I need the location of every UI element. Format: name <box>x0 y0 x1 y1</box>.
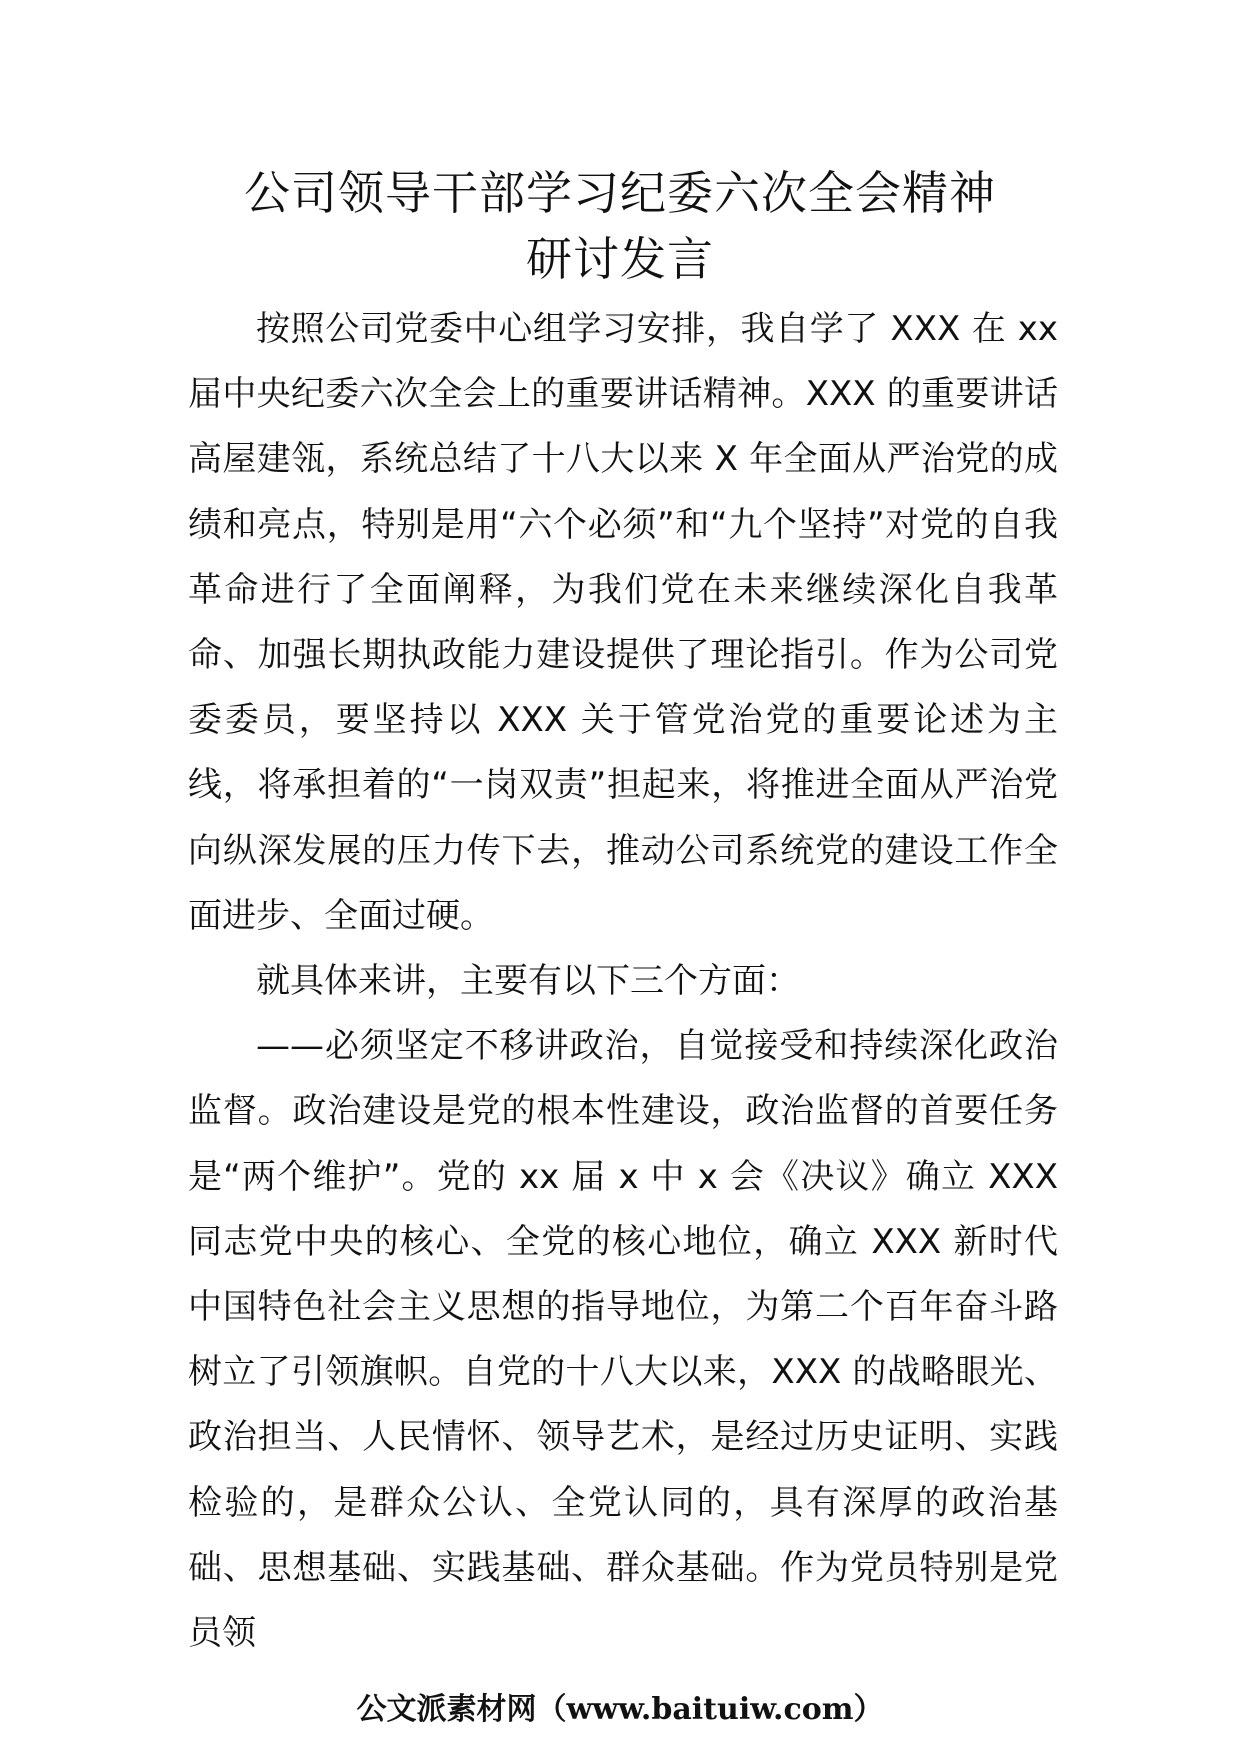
body-paragraph-intro: 按照公司党委中心组学习安排，我自学了 XXX 在 xx 届中央纪委六次全会上的重要讲话精神。XXX 的重要讲话高屋建瓴，系统总结了十八大以来 X 年全面从严治党的成绩和亮点，特别是用“六个必须”和“九个坚持”对党的自我革命进行了全面阐释，为我们党在未来继续深化自我革命、加强长期执政能力建设提供了理论指引。作为公司党委委员，要坚持以 XXX 关于管党治党的重要论述为主线，将承担着的“一岗双责”担起来，将推进全面从严治党向纵深发展的压力传下去，推动公司系统党的建设工作全面进步、全面过硬。 <box>188 309 1058 936</box>
document-body <box>188 297 1058 1666</box>
body-paragraph-point-1: ——必须坚定不移讲政治，自觉接受和持续深化政治监督。政治建设是党的根本性建设，政治监督的首要任务是“两个维护”。党的 xx 届 x 中 x 会《决议》确立 XXX 同志党中央的核心、全党的核心地位，确立 XXX 新时代中国特色社会主义思想的指导地位，为第二个百年奋斗路树立了引领旗帜。自党的十八大以来，XXX 的战略眼光、政治担当、人民情怀、领导艺术，是经过历史证明、实践检验的，是群众公认、全党认同的，具有深厚的政治基础、思想基础、实践基础、群众基础。作为党员特别是党员领 <box>188 1026 1058 1654</box>
document-title <box>0 160 1240 292</box>
footer-watermark: 公文派素材网（www.baituiw.com） <box>356 1692 884 1727</box>
body-paragraph-overview: 就具体来讲，主要有以下三个方面： <box>256 961 800 1002</box>
title-line-2: 研讨发言 <box>526 232 714 286</box>
title-line-1: 公司领导干部学习纪委六次全会精神 <box>244 166 996 220</box>
